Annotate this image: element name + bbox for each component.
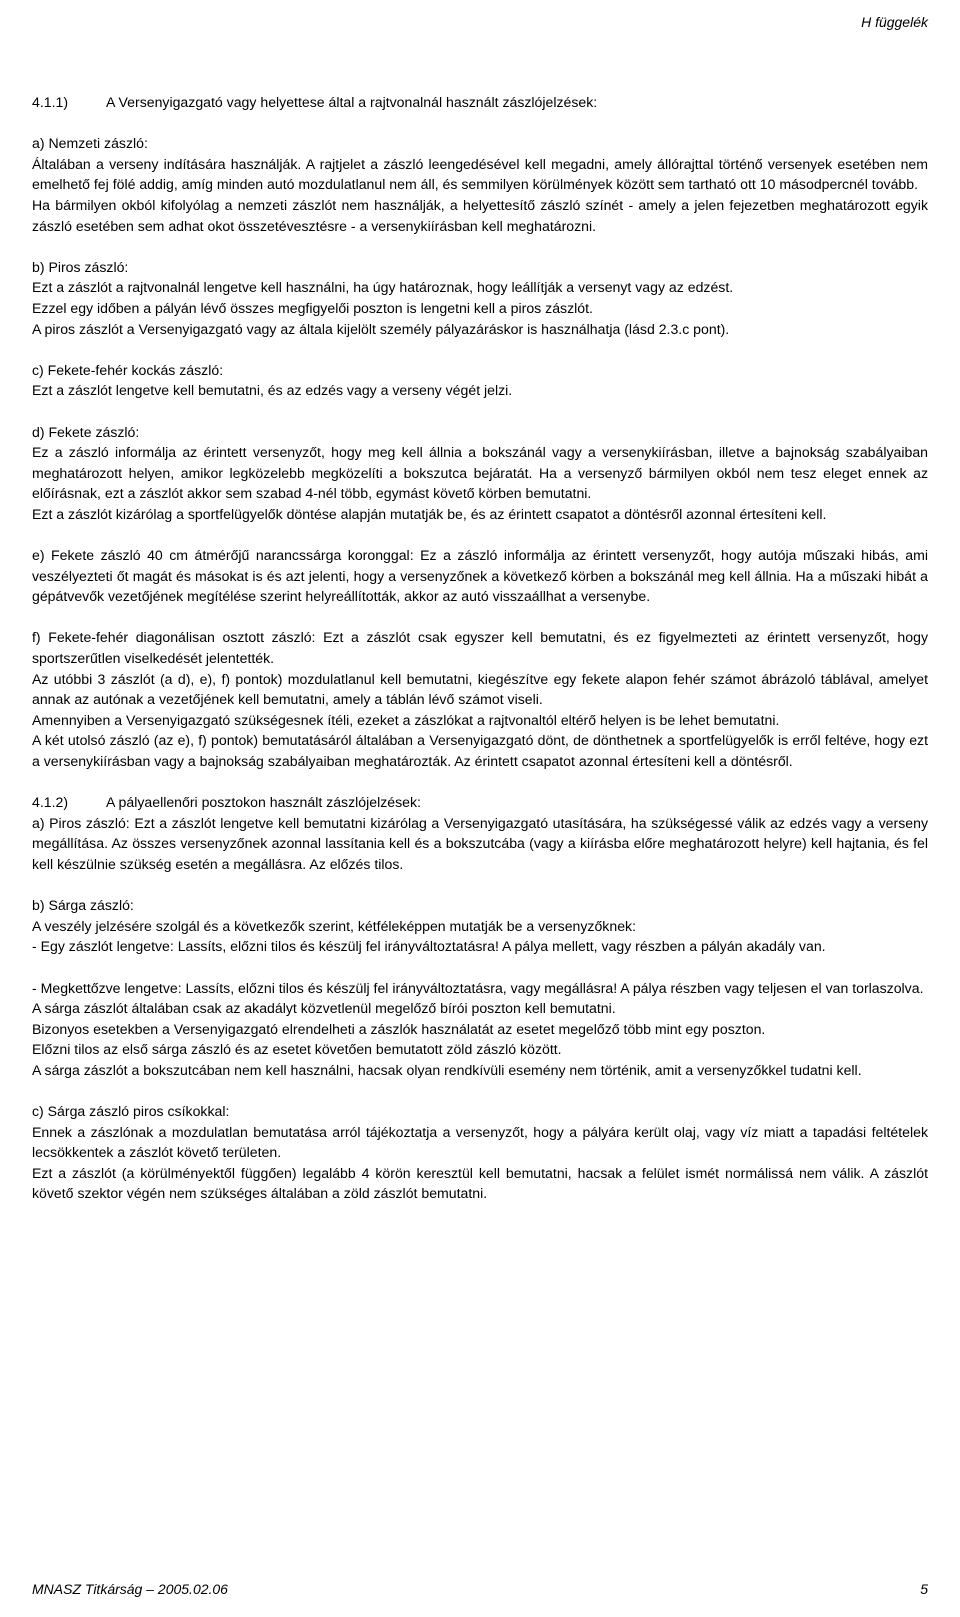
page-number: 5 bbox=[920, 1581, 928, 1597]
paragraph: A piros zászlót a Versenyigazgató vagy az általa kijelölt személy pályazáráskor is használhatja (lásd 2.3.c pont). bbox=[32, 320, 730, 337]
paragraph: a) Piros zászló: Ezt a zászlót lengetve kell bemutatni kizárólag a Versenyigazgató utasítására, ha szükségessé válik az edzés vagy a verseny megállítása. Az összes versenyzőnek azonnal lassítania kell és a bokszutcába (vagy a kiírásba előre meghatározott helyre) kell hajtania, és fel kell készülnie szükség esetén a megállásra. Az előzés tilos. bbox=[32, 814, 928, 872]
section-number: 4.1.1) bbox=[32, 94, 69, 110]
paragraph: Általában a verseny indítására használják. A rajtjelet a zászló leengedésével kell megadni, amely állórajttal történő versenyek esetében nem emelhető fej fölé addig, amíg minden autó mozdulatlanul nem áll, és semmilyen körülmények között sem tartható ott 10 másodpercnél tovább. bbox=[32, 155, 928, 193]
paragraph: Amennyiben a Versenyigazgató szükségesnek ítéli, ezeket a zászlókat a rajtvonaltól eltérő helyen is be lehet bemutatni. bbox=[32, 711, 780, 728]
flag-e-paragraph: e) Fekete zászló 40 cm átmérőjű narancssárga koronggal: Ez a zászló informálja az érintett versenyzőt, hogy autója műszaki hibás, ami veszélyezteti őt magát és másokat is és azt jelenti, hogy a versenyzőnek a következő körben a bokszánál meg kell állnia. Ha a műszaki hibát a gépátvevők vezetőjének megítélése szerint helyreállították, akkor az autó visszaállhat a versenybe. bbox=[32, 547, 928, 605]
paragraph: Ezt a zászlót (a körülményektől függően) legalább 4 körön keresztül kell bemutatni, hacsak a felület ismét normálissá nem válik. A zászlót követő szektor végén nem szükséges általában a zöld zászlót bemutatni. bbox=[32, 1164, 928, 1202]
paragraph: A két utolsó zászló (az e), f) pontok) bemutatásáról általában a Versenyigazgató dönt, de dönthetnek a sportfelügyelők is erről feltéve, hogy ezt a versenykiírásban vagy a bajnokság szabályaiban meghatározták. Az érintett csapatot azonnal értesíteni kell a döntésről. bbox=[32, 732, 928, 769]
paragraph: A sárga zászlót a bokszutcában nem kell használni, hacsak olyan rendkívüli esemény nem történik, amit a versenyzőkkel tudatni kell. bbox=[32, 1061, 862, 1078]
section-title: A pályaellenőri posztokon használt zászlójelzések: bbox=[106, 794, 421, 811]
paragraph: A sárga zászlót általában csak az akadályt közvetlenül megelőző bírói poszton kell bemutatni. bbox=[32, 1000, 616, 1017]
paragraph: Az utóbbi 3 zászlót (a d), e), f) pontok) mozdulatlanul kell bemutatni, kiegészítve egy fekete alapon fehér számot ábrázoló táblával, amelyet annak az autónak a vezetőjének kell bemutatni, amely a táblán lévő számot viseli. bbox=[32, 670, 928, 708]
flag-a-title: a) Nemzeti zászló: bbox=[32, 135, 148, 152]
running-header: H függelék bbox=[861, 14, 928, 30]
paragraph: Ha bármilyen okból kifolyólag a nemzeti zászlót nem használják, a helyettesítő zászló színét - amely a jelen fejezetben meghatározott egyik zászló esetében sem adhat okot összetévesztésre - a versenykiírásban kell meghatározni. bbox=[32, 196, 928, 234]
document-body bbox=[32, 92, 928, 1204]
flag-c-title: c) Sárga zászló piros csíkokkal: bbox=[32, 1103, 230, 1120]
section-4-1-2-heading bbox=[32, 792, 928, 813]
paragraph: Ennek a zászlónak a mozdulatlan bemutatása arról tájékoztatja a versenyzőt, hogy a pályára került olaj, vagy víz miatt a tapadási feltételek lecsökkentek a zászlót követő területen. bbox=[32, 1123, 928, 1161]
flag-b-title: b) Piros zászló: bbox=[32, 258, 129, 275]
paragraph: Ezzel egy időben a pályán lévő összes megfigyelői poszton is lengetni kell a piros zászlót. bbox=[32, 299, 593, 316]
paragraph: A veszély jelzésére szolgál és a következők szerint, kétféleképpen mutatják be a versenyzőknek: bbox=[32, 917, 636, 934]
paragraph: Ezt a zászlót kizárólag a sportfelügyelők döntése alapján mutatják be, és az érintett csapatot a döntésről azonnal értesíteni kell. bbox=[32, 505, 827, 522]
section-title: A Versenyigazgató vagy helyettese által a rajtvonalnál használt zászlójelzések: bbox=[106, 94, 598, 110]
flag-d-title: d) Fekete zászló: bbox=[32, 423, 140, 440]
flag-c-title: c) Fekete-fehér kockás zászló: bbox=[32, 361, 224, 378]
paragraph: Ez a zászló informálja az érintett versenyzőt, hogy meg kell állnia a bokszánál vagy a versenykiírásban, illetve a bajnokság szabályaiban meghatározott helyen, amikor legközelebb megközelíti a bokszutca bejáratát. Ha a versenyző bármilyen okból nem tesz eleget ennek az előírásnak, ezt a zászlót akkor sem szabad 4-nél több, egymást követő körben bemutatni. bbox=[32, 444, 928, 502]
paragraph: - Egy zászlót lengetve: Lassíts, előzni tilos és készülj fel irányváltoztatásra! A pálya mellett, vagy részben a pályán akadály van. bbox=[32, 938, 826, 955]
flag-b-title: b) Sárga zászló: bbox=[32, 897, 134, 914]
paragraph: Bizonyos esetekben a Versenyigazgató elrendelheti a zászlók használatát az esetet megelőző több mint egy poszton. bbox=[32, 1020, 766, 1037]
flag-f-paragraph: f) Fekete-fehér diagonálisan osztott zászló: Ezt a zászlót csak egyszer kell bemutatni, és ez figyelmezteti az érintett versenyzőt, hogy sportszerűtlen viselkedését jelentették. bbox=[32, 629, 928, 667]
paragraph: Ezt a zászlót lengetve kell bemutatni, és az edzés vagy a verseny végét jelzi. bbox=[32, 382, 513, 399]
paragraph: Ezt a zászlót a rajtvonalnál lengetve kell használni, ha úgy határoznak, hogy leállítják a versenyt vagy az edzést. bbox=[32, 279, 734, 296]
section-number: 4.1.2) bbox=[32, 794, 69, 811]
paragraph: - Megkettőzve lengetve: Lassíts, előzni tilos és készülj fel irányváltoztatásra, vagy megállásra! A pálya részben vagy teljesen el van torlaszolva. bbox=[32, 979, 924, 996]
footer-text: MNASZ Titkárság – 2005.02.06 bbox=[32, 1581, 228, 1597]
paragraph: Előzni tilos az első sárga zászló és az esetet követően bemutatott zöld zászló között. bbox=[32, 1041, 562, 1058]
section-4-1-1-heading bbox=[32, 92, 928, 113]
page-footer bbox=[32, 1581, 928, 1597]
